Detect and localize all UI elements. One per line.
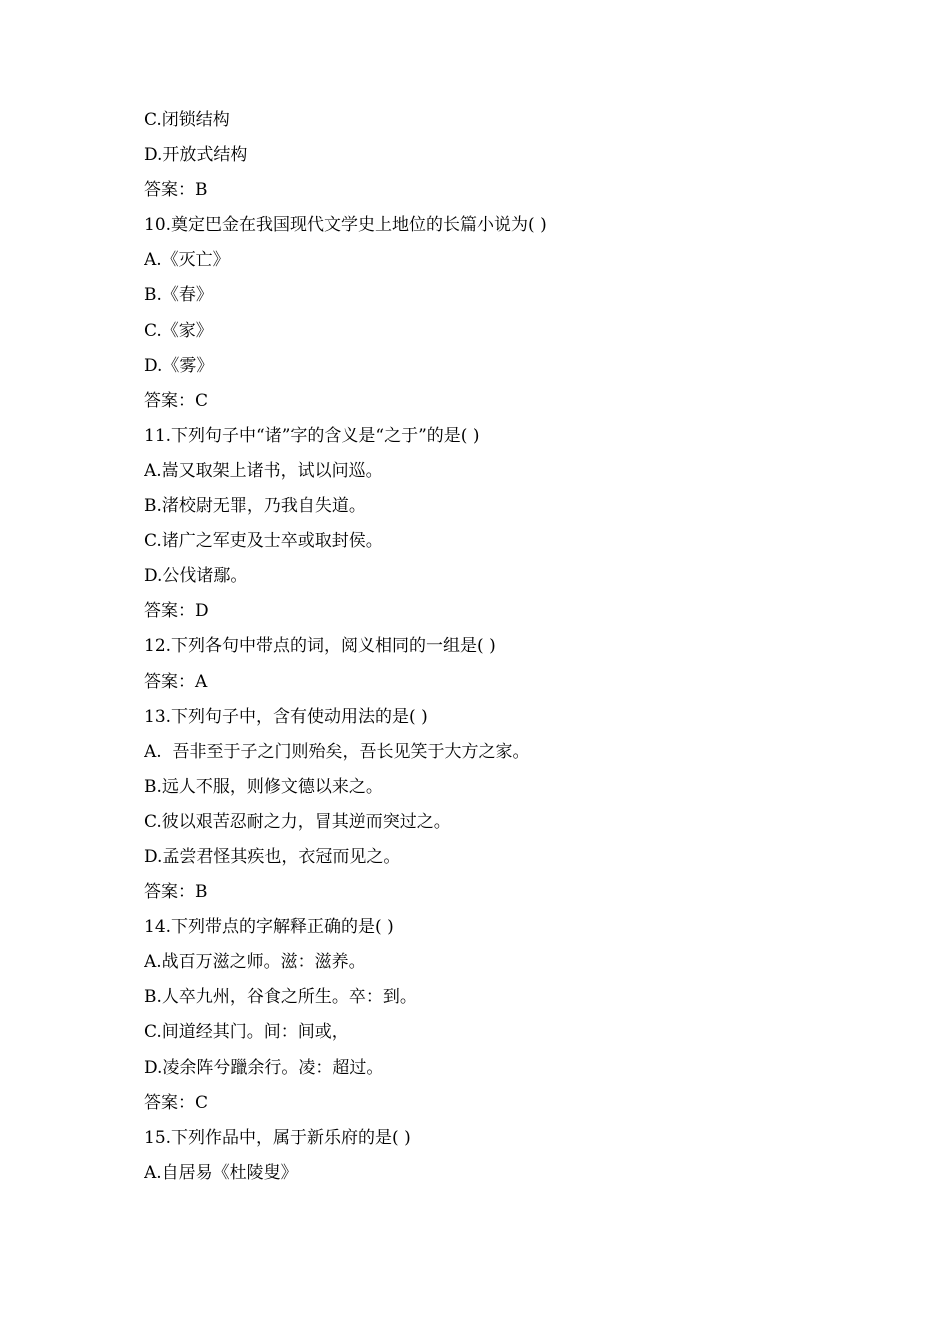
option-line: C.诸广之军吏及士卒或取封侯。 [144,531,383,552]
document-content [144,103,844,1191]
option-line: D.《雾》 [144,355,214,376]
option-line: D.公伐诸鄢。 [144,566,248,587]
option-line: A.自居易《杜陵叟》 [144,1162,298,1183]
option-line: B.《春》 [144,285,213,306]
question-line: 12.下列各句中带点的词，阅义相同的一组是( ) [144,636,496,657]
question-line: 13.下列句子中，含有使动用法的是( ) [144,706,428,727]
option-line: C.间道经其门。间：间或， [144,1022,349,1043]
option-line: D.孟尝君怪其疾也，衣冠而见之。 [144,846,401,867]
answer-line: 答案：B [144,180,208,201]
option-line: A.嵩又取架上诸书，试以问巡。 [144,460,383,481]
option-line: A. 吾非至于子之门则殆矣，吾长见笑于大方之家。 [144,741,530,762]
option-line: D.凌余阵兮躐余行。凌：超过。 [144,1057,384,1078]
question-line: 14.下列带点的字解释正确的是( ) [144,917,394,938]
answer-line: 答案：B [144,882,208,903]
question-line: 15.下列作品中，属于新乐府的是( ) [144,1127,411,1148]
question-line: 11.下列句子中“诸”字的含义是“之于”的是( ) [144,425,480,446]
option-line: B.人卒九州，谷食之所生。卒：到。 [144,987,417,1008]
answer-line: 答案：C [144,390,209,411]
option-line: C.《家》 [144,320,213,341]
answer-line: 答案：C [144,1092,209,1113]
option-line: D.开放式结构 [144,145,248,166]
answer-line: 答案：A [144,671,208,692]
option-line: C.彼以艰苦忍耐之力，冒其逆而突过之。 [144,811,451,832]
option-line: A.战百万滋之师。滋：滋养。 [144,952,366,973]
option-line: B.远人不服，则修文德以来之。 [144,776,383,797]
option-line: B.渚校尉无罪，乃我自失道。 [144,496,366,517]
option-line: A.《灭亡》 [144,250,230,271]
question-line: 10.奠定巴金在我国现代文学史上地位的长篇小说为( ) [144,215,547,236]
option-line: C.闭锁结构 [144,110,230,130]
answer-line: 答案：D [144,601,209,622]
